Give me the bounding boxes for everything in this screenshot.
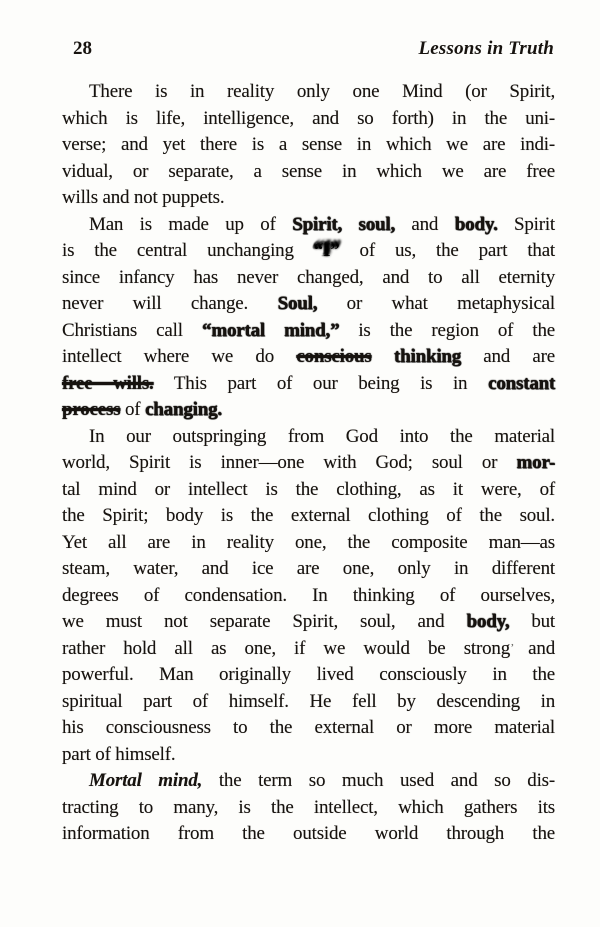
text-segment: we must not separate Spirit, soul, and bbox=[62, 611, 467, 632]
text-segment: steam, water, and ice are one, only in different bbox=[62, 558, 555, 579]
text-segment: which is life, intelligence, and so forth) in the uni- bbox=[62, 107, 555, 129]
text-segment: his consciousness to the external or more material bbox=[62, 717, 555, 738]
text-segment-strike: conscious bbox=[296, 346, 372, 367]
text-segment: There is in reality only one Mind (or Spirit, bbox=[89, 81, 555, 102]
text-line bbox=[62, 821, 555, 848]
text-segment: Man is made up of bbox=[89, 213, 293, 235]
text-segment-ink: body, bbox=[466, 611, 510, 632]
text-line bbox=[62, 503, 555, 530]
text-segment: information from the outside world through the bbox=[62, 823, 555, 844]
text-line bbox=[62, 689, 555, 716]
page-body bbox=[62, 79, 555, 848]
text-segment: of us, the part that bbox=[339, 240, 556, 261]
text-segment: part of himself. bbox=[62, 743, 176, 765]
text-line bbox=[62, 185, 555, 212]
text-segment-bi: Mortal mind, bbox=[89, 770, 203, 791]
text-segment-speck: strong ’ bbox=[464, 638, 510, 659]
text-segment: world, Spirit is inner—one with God; soul or bbox=[62, 452, 517, 473]
text-segment: powerful. Man originally lived consciously in the bbox=[62, 664, 555, 685]
text-line bbox=[62, 768, 555, 795]
text-segment: vidual, or separate, a sense in which we are free bbox=[62, 160, 555, 182]
text-line bbox=[62, 742, 555, 769]
text-line bbox=[62, 450, 555, 477]
text-segment: never will change. bbox=[62, 293, 278, 314]
text-line bbox=[62, 583, 555, 610]
text-segment: In our outspringing from God into the material bbox=[89, 425, 555, 447]
text-line bbox=[62, 291, 555, 318]
text-segment-ink: Spirit, soul, bbox=[292, 213, 395, 235]
text-segment-ink: constant bbox=[487, 372, 555, 394]
text-segment bbox=[372, 346, 394, 367]
text-segment: the Spirit; body is the external clothing of the soul. bbox=[62, 505, 555, 526]
text-line bbox=[62, 79, 555, 106]
text-line bbox=[62, 238, 555, 265]
text-segment: and bbox=[394, 213, 455, 235]
text-segment-ink: “mortal mind,” bbox=[201, 319, 340, 341]
text-line bbox=[62, 212, 555, 239]
text-segment: rather hold all as one, if we would be bbox=[62, 637, 464, 659]
text-segment: tracting to many, is the intellect, which gathers its bbox=[62, 796, 555, 818]
text-segment: of bbox=[120, 399, 145, 420]
text-line bbox=[62, 530, 555, 557]
text-segment: verse; and yet there is a sense in which we are indi- bbox=[62, 134, 555, 155]
text-segment: Yet all are in reality one, the composite man—as bbox=[62, 531, 555, 553]
text-segment: is the region of the bbox=[339, 319, 555, 341]
text-segment: but bbox=[509, 611, 555, 632]
text-segment: since infancy has never changed, and to all eternity bbox=[62, 266, 555, 288]
text-line bbox=[62, 371, 555, 398]
text-segment-ink: mor- bbox=[516, 452, 555, 473]
text-line bbox=[62, 715, 555, 742]
text-line bbox=[62, 132, 555, 159]
text-segment: degrees of condensation. In thinking of ourselves, bbox=[62, 584, 555, 606]
text-segment: and are bbox=[460, 346, 555, 367]
text-line bbox=[62, 609, 555, 636]
text-segment-ink: Soul, bbox=[277, 293, 318, 314]
text-segment: the term so much used and so dis- bbox=[202, 770, 555, 791]
text-segment: spiritual part of himself. He fell by descending in bbox=[62, 690, 555, 712]
text-segment-ink: body. bbox=[454, 213, 498, 235]
text-segment: Spirit bbox=[497, 213, 555, 235]
text-line bbox=[62, 424, 555, 451]
text-line bbox=[62, 556, 555, 583]
text-line bbox=[62, 636, 555, 663]
text-segment-ink: changing. bbox=[144, 399, 222, 420]
page-header bbox=[73, 38, 554, 60]
text-segment-strike: free wills. bbox=[62, 372, 154, 394]
text-line bbox=[62, 477, 555, 504]
text-line bbox=[62, 397, 555, 424]
text-line bbox=[62, 795, 555, 822]
text-segment-ink: thinking bbox=[393, 346, 461, 367]
text-segment-blot: “I” bbox=[313, 240, 340, 261]
text-segment: and bbox=[510, 637, 555, 659]
text-line bbox=[62, 159, 555, 186]
text-segment: or what metaphysical bbox=[317, 293, 555, 314]
text-line bbox=[62, 318, 555, 345]
text-segment: intellect where we do bbox=[62, 346, 297, 367]
text-segment: Christians call bbox=[62, 319, 202, 341]
text-line bbox=[62, 662, 555, 689]
text-segment: wills and not puppets. bbox=[62, 187, 225, 208]
text-segment: This part of our being is in bbox=[153, 372, 488, 394]
text-segment: tal mind or intellect is the clothing, as it were, of bbox=[62, 478, 555, 500]
running-title: Lessons in Truth bbox=[418, 38, 554, 59]
text-segment: is the central unchanging bbox=[62, 240, 314, 261]
text-segment-strike: process bbox=[62, 399, 121, 420]
page-number: 28 bbox=[73, 38, 92, 59]
text-line bbox=[62, 106, 555, 133]
text-line bbox=[62, 344, 555, 371]
text-line bbox=[62, 265, 555, 292]
